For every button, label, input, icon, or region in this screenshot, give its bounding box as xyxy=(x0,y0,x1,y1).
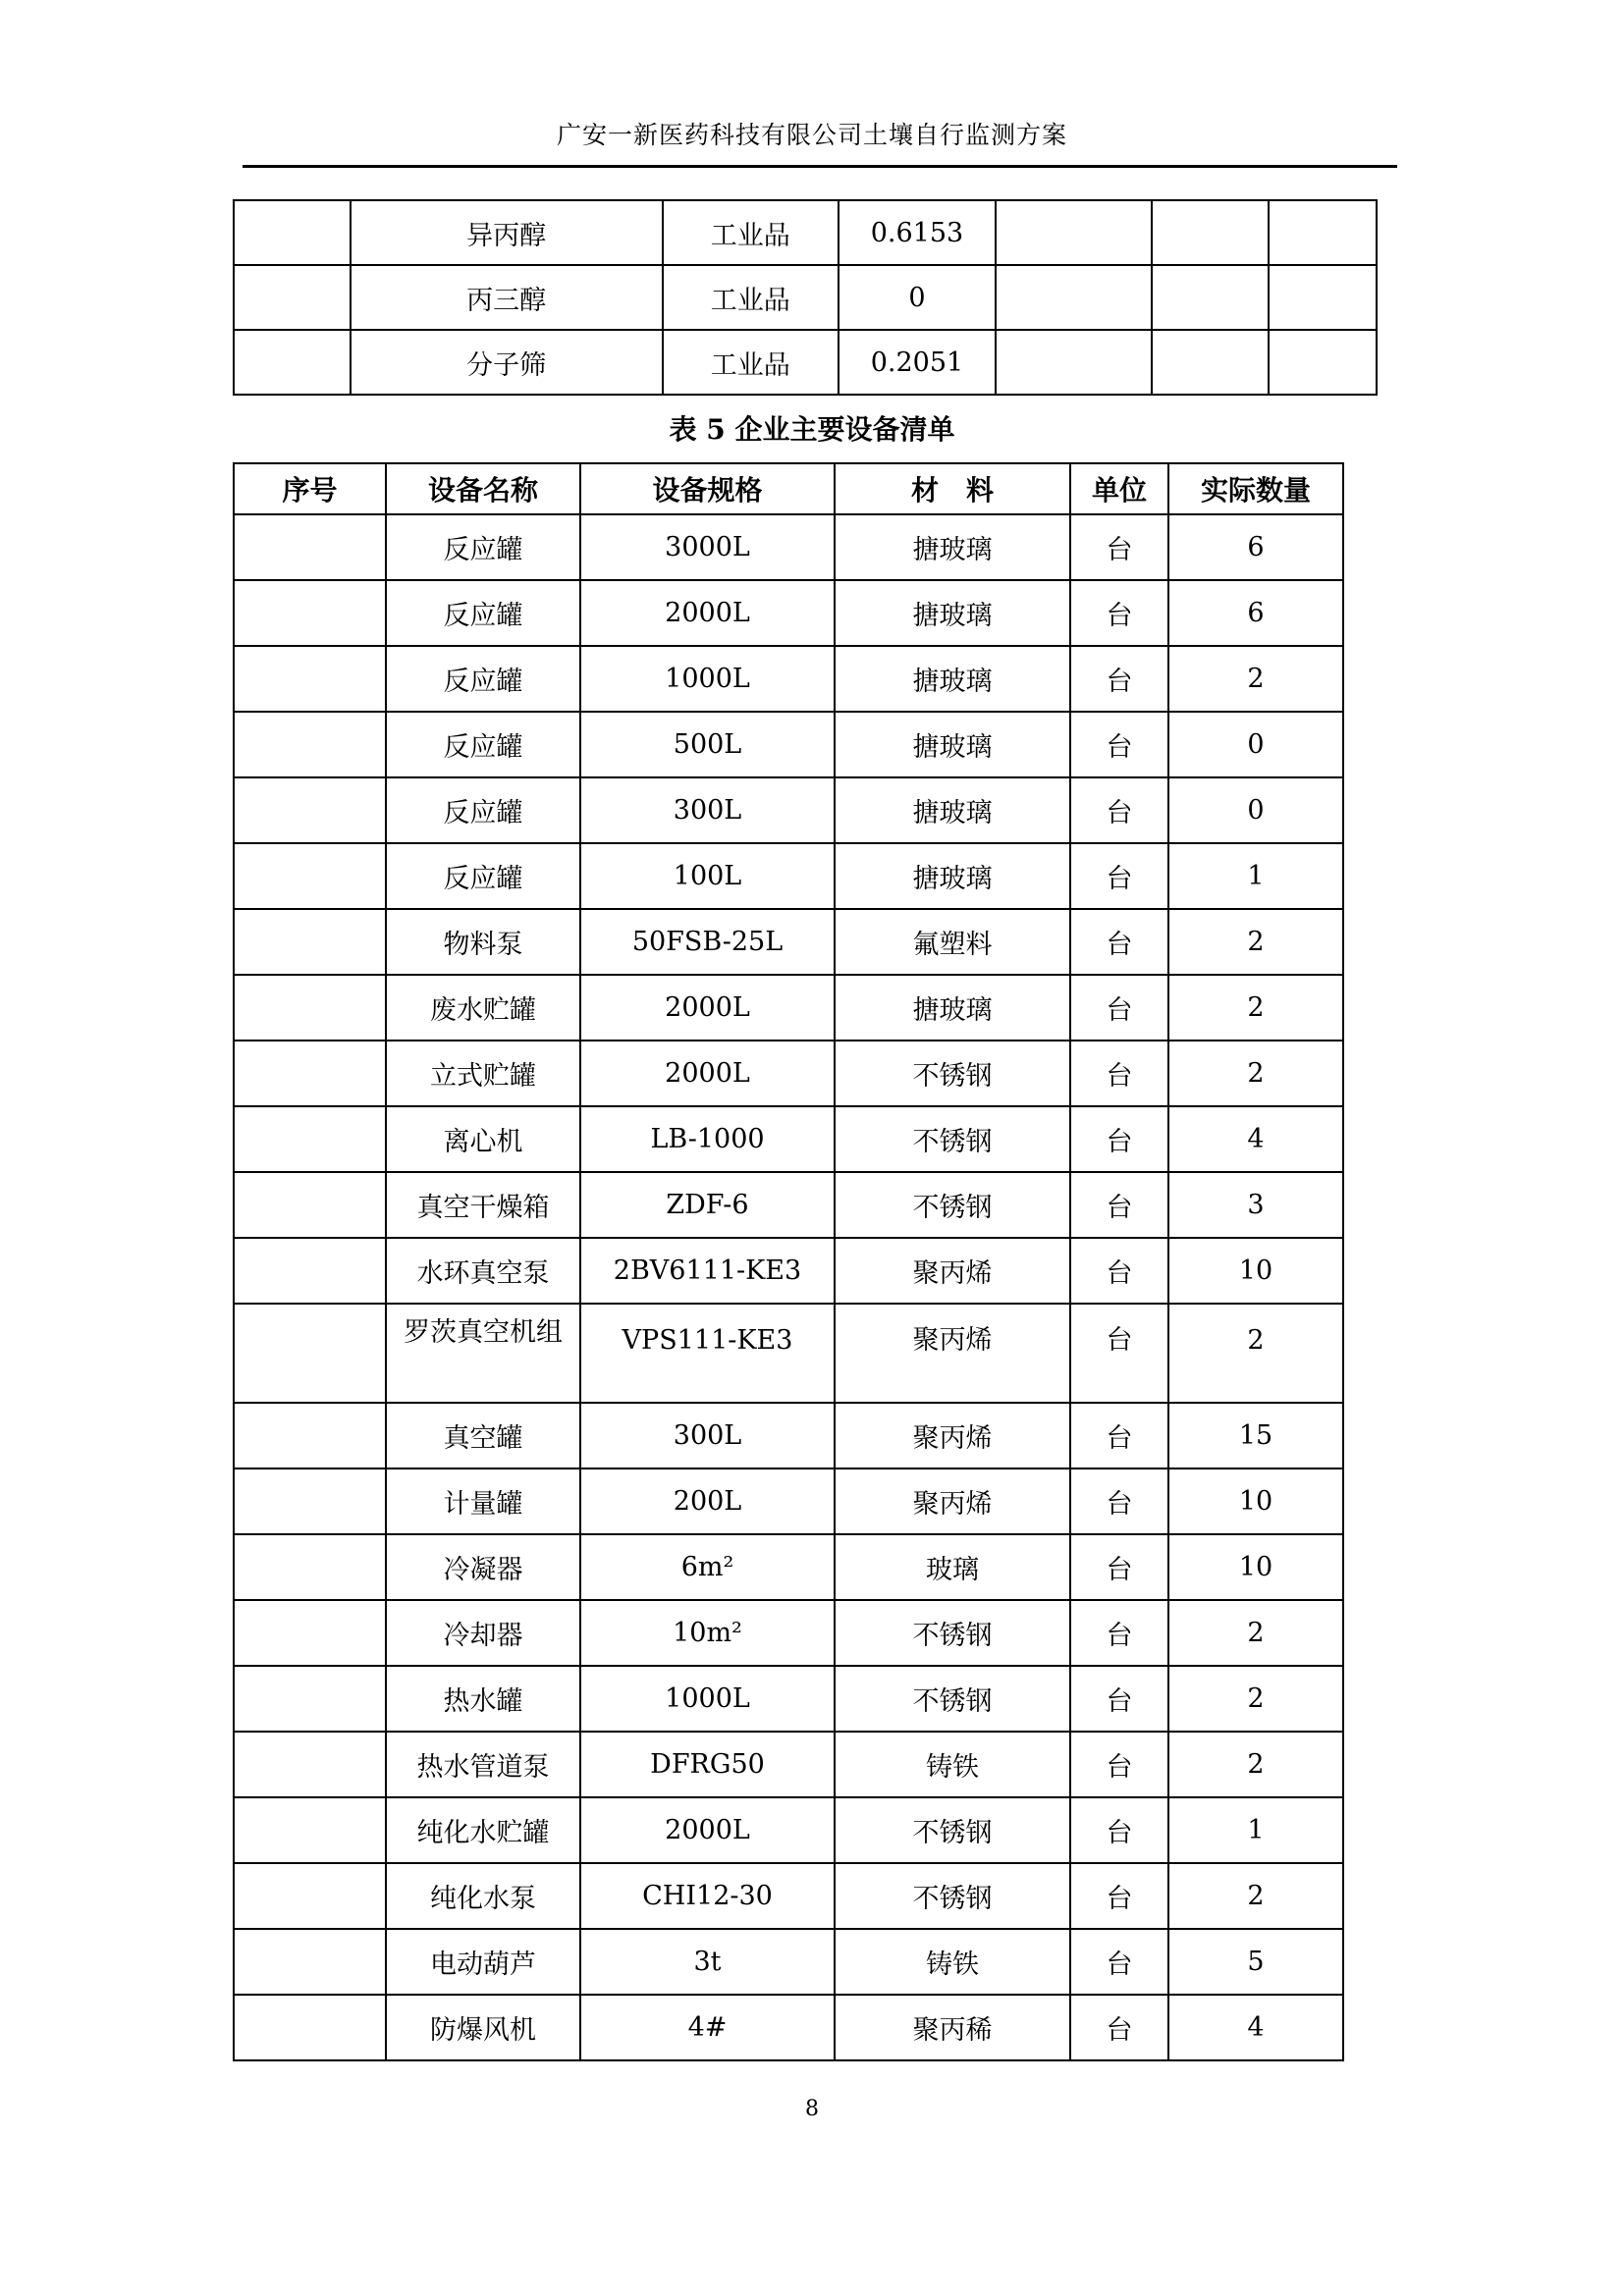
cell-no xyxy=(234,975,386,1041)
cell-name: 物料泵 xyxy=(386,909,580,975)
cell-qty: 5 xyxy=(1168,1929,1343,1995)
table-row xyxy=(234,1304,1343,1403)
cell-unit: 台 xyxy=(1070,712,1168,777)
chemicals-table xyxy=(233,199,1378,396)
cell-no xyxy=(234,1534,386,1600)
chemical-grade: 工业品 xyxy=(663,330,839,395)
cell-unit: 台 xyxy=(1070,1172,1168,1238)
cell-qty: 1 xyxy=(1168,843,1343,909)
column-header-unit: 单位 xyxy=(1070,463,1168,514)
equipment-table xyxy=(233,462,1344,2061)
cell-qty: 2 xyxy=(1168,1732,1343,1797)
cell-qty: 2 xyxy=(1168,1041,1343,1106)
cell-spec: 3000L xyxy=(580,514,835,580)
cell-spec: 2000L xyxy=(580,580,835,646)
cell-material: 聚丙烯 xyxy=(835,1468,1070,1534)
cell-unit: 台 xyxy=(1070,646,1168,712)
cell-qty: 2 xyxy=(1168,1600,1343,1666)
cell-spec: 2BV6111-KE3 xyxy=(580,1238,835,1304)
cell-qty: 10 xyxy=(1168,1468,1343,1534)
cell-material: 铸铁 xyxy=(835,1732,1070,1797)
table-row xyxy=(234,909,1343,975)
cell-name: 真空干燥箱 xyxy=(386,1172,580,1238)
column-header-no: 序号 xyxy=(234,463,386,514)
cell-name: 罗茨真空机组 xyxy=(386,1304,580,1403)
cell-qty: 15 xyxy=(1168,1403,1343,1468)
cell-unit: 台 xyxy=(1070,1106,1168,1172)
cell-unit: 台 xyxy=(1070,1995,1168,2060)
cell-name: 水环真空泵 xyxy=(386,1238,580,1304)
cell-spec: VPS111-KE3 xyxy=(580,1304,835,1403)
chemical-grade: 工业品 xyxy=(663,200,839,265)
table-row xyxy=(234,975,1343,1041)
cell-name: 冷却器 xyxy=(386,1600,580,1666)
column-header-spec: 设备规格 xyxy=(580,463,835,514)
cell-unit: 台 xyxy=(1070,975,1168,1041)
cell-material: 搪玻璃 xyxy=(835,975,1070,1041)
cell-unit: 台 xyxy=(1070,1797,1168,1863)
cell-name: 热水罐 xyxy=(386,1666,580,1732)
cell-no xyxy=(234,580,386,646)
cell-name: 离心机 xyxy=(386,1106,580,1172)
cell-unit: 台 xyxy=(1070,1863,1168,1929)
table-row xyxy=(234,265,1377,330)
cell-qty: 2 xyxy=(1168,1666,1343,1732)
chemical-value: 0.2051 xyxy=(839,330,997,395)
cell-name: 反应罐 xyxy=(386,777,580,843)
cell-qty: 4 xyxy=(1168,1995,1343,2060)
cell-spec: 2000L xyxy=(580,1797,835,1863)
cell-qty: 4 xyxy=(1168,1106,1343,1172)
cell-material: 不锈钢 xyxy=(835,1863,1070,1929)
table-row xyxy=(234,200,1377,265)
cell-name: 废水贮罐 xyxy=(386,975,580,1041)
header-divider xyxy=(243,165,1397,168)
table-row xyxy=(234,1106,1343,1172)
cell-material: 聚丙烯 xyxy=(835,1238,1070,1304)
page-number: 8 xyxy=(805,2097,819,2121)
table-row xyxy=(234,1403,1343,1468)
cell-no xyxy=(234,1863,386,1929)
cell-name: 纯化水泵 xyxy=(386,1863,580,1929)
chemical-value: 0.6153 xyxy=(839,200,997,265)
chemical-name: 分子筛 xyxy=(351,330,663,395)
cell-name: 热水管道泵 xyxy=(386,1732,580,1797)
table-row xyxy=(234,1929,1343,1995)
cell-material: 聚丙烯 xyxy=(835,1403,1070,1468)
table-row xyxy=(234,843,1343,909)
cell-unit: 台 xyxy=(1070,1732,1168,1797)
cell-no xyxy=(234,1797,386,1863)
table-row xyxy=(234,330,1377,395)
cell-material: 搪玻璃 xyxy=(835,843,1070,909)
cell-no xyxy=(234,1468,386,1534)
cell-spec: 6m² xyxy=(580,1534,835,1600)
cell-spec: 300L xyxy=(580,777,835,843)
cell-spec: 500L xyxy=(580,712,835,777)
table-row xyxy=(234,777,1343,843)
cell-material: 搪玻璃 xyxy=(835,646,1070,712)
cell-spec: 300L xyxy=(580,1403,835,1468)
cell-spec: 4# xyxy=(580,1995,835,2060)
cell-no xyxy=(234,1929,386,1995)
cell-spec: CHI12-30 xyxy=(580,1863,835,1929)
table-row xyxy=(234,1863,1343,1929)
cell-name: 反应罐 xyxy=(386,580,580,646)
cell-qty: 2 xyxy=(1168,975,1343,1041)
cell-no xyxy=(234,1995,386,2060)
cell-unit: 台 xyxy=(1070,1304,1168,1403)
cell-spec: 100L xyxy=(580,843,835,909)
cell-name: 反应罐 xyxy=(386,712,580,777)
cell-material: 不锈钢 xyxy=(835,1666,1070,1732)
cell-no xyxy=(234,1106,386,1172)
cell-unit: 台 xyxy=(1070,909,1168,975)
chemical-name: 异丙醇 xyxy=(351,200,663,265)
cell-material: 玻璃 xyxy=(835,1534,1070,1600)
cell-name: 计量罐 xyxy=(386,1468,580,1534)
cell-material: 搪玻璃 xyxy=(835,712,1070,777)
cell-spec: 10m² xyxy=(580,1600,835,1666)
cell-material: 不锈钢 xyxy=(835,1797,1070,1863)
cell-no xyxy=(234,712,386,777)
table-row xyxy=(234,1041,1343,1106)
cell-name: 反应罐 xyxy=(386,646,580,712)
cell-unit: 台 xyxy=(1070,514,1168,580)
cell-material: 不锈钢 xyxy=(835,1172,1070,1238)
cell-name: 反应罐 xyxy=(386,843,580,909)
cell-qty: 1 xyxy=(1168,1797,1343,1863)
cell-unit: 台 xyxy=(1070,1041,1168,1106)
table-caption: 表 5 企业主要设备清单 xyxy=(669,413,955,446)
cell-spec: 200L xyxy=(580,1468,835,1534)
cell-no xyxy=(234,843,386,909)
chemical-value: 0 xyxy=(839,265,997,330)
cell-name: 立式贮罐 xyxy=(386,1041,580,1106)
cell-material: 不锈钢 xyxy=(835,1041,1070,1106)
cell-no xyxy=(234,1304,386,1403)
cell-material: 聚丙烯 xyxy=(835,1304,1070,1403)
column-header-material: 材 料 xyxy=(835,463,1070,514)
cell-unit: 台 xyxy=(1070,1238,1168,1304)
cell-unit: 台 xyxy=(1070,1666,1168,1732)
chemical-name: 丙三醇 xyxy=(351,265,663,330)
cell-material: 搪玻璃 xyxy=(835,580,1070,646)
cell-no xyxy=(234,1666,386,1732)
column-header-qty: 实际数量 xyxy=(1168,463,1343,514)
cell-material: 不锈钢 xyxy=(835,1106,1070,1172)
chemical-grade: 工业品 xyxy=(663,265,839,330)
cell-spec: 1000L xyxy=(580,646,835,712)
cell-name: 防爆风机 xyxy=(386,1995,580,2060)
table-row xyxy=(234,514,1343,580)
cell-qty: 2 xyxy=(1168,909,1343,975)
cell-name: 电动葫芦 xyxy=(386,1929,580,1995)
table-row xyxy=(234,580,1343,646)
cell-material: 不锈钢 xyxy=(835,1600,1070,1666)
cell-unit: 台 xyxy=(1070,1534,1168,1600)
table-row xyxy=(234,1995,1343,2060)
cell-no xyxy=(234,1403,386,1468)
table-row xyxy=(234,646,1343,712)
cell-unit: 台 xyxy=(1070,1929,1168,1995)
cell-material: 搪玻璃 xyxy=(835,777,1070,843)
cell-spec: DFRG50 xyxy=(580,1732,835,1797)
cell-spec: LB-1000 xyxy=(580,1106,835,1172)
cell-no xyxy=(234,777,386,843)
cell-name: 真空罐 xyxy=(386,1403,580,1468)
cell-material: 搪玻璃 xyxy=(835,514,1070,580)
cell-unit: 台 xyxy=(1070,1468,1168,1534)
page-header-title: 广安一新医药科技有限公司土壤自行监测方案 xyxy=(556,121,1067,149)
cell-no xyxy=(234,514,386,580)
cell-spec: 2000L xyxy=(580,1041,835,1106)
cell-material: 氟塑料 xyxy=(835,909,1070,975)
cell-spec: 50FSB-25L xyxy=(580,909,835,975)
cell-unit: 台 xyxy=(1070,580,1168,646)
cell-qty: 2 xyxy=(1168,1304,1343,1403)
table-row xyxy=(234,1238,1343,1304)
cell-material: 铸铁 xyxy=(835,1929,1070,1995)
cell-qty: 2 xyxy=(1168,646,1343,712)
cell-no xyxy=(234,646,386,712)
table-row xyxy=(234,1172,1343,1238)
cell-unit: 台 xyxy=(1070,1600,1168,1666)
cell-qty: 2 xyxy=(1168,1863,1343,1929)
cell-qty: 10 xyxy=(1168,1238,1343,1304)
cell-unit: 台 xyxy=(1070,1403,1168,1468)
cell-qty: 3 xyxy=(1168,1172,1343,1238)
cell-spec: ZDF-6 xyxy=(580,1172,835,1238)
cell-no xyxy=(234,1600,386,1666)
cell-spec: 3t xyxy=(580,1929,835,1995)
cell-qty: 6 xyxy=(1168,514,1343,580)
cell-no xyxy=(234,1238,386,1304)
cell-material: 聚丙稀 xyxy=(835,1995,1070,2060)
cell-qty: 0 xyxy=(1168,712,1343,777)
cell-no xyxy=(234,1172,386,1238)
cell-no xyxy=(234,1732,386,1797)
cell-name: 冷凝器 xyxy=(386,1534,580,1600)
cell-unit: 台 xyxy=(1070,843,1168,909)
table-row xyxy=(234,1468,1343,1534)
table-row xyxy=(234,1666,1343,1732)
cell-qty: 6 xyxy=(1168,580,1343,646)
cell-name: 反应罐 xyxy=(386,514,580,580)
table-header-row xyxy=(234,463,1343,514)
cell-name: 纯化水贮罐 xyxy=(386,1797,580,1863)
cell-no xyxy=(234,1041,386,1106)
cell-qty: 10 xyxy=(1168,1534,1343,1600)
cell-qty: 0 xyxy=(1168,777,1343,843)
table-row xyxy=(234,712,1343,777)
column-header-name: 设备名称 xyxy=(386,463,580,514)
table-row xyxy=(234,1600,1343,1666)
cell-no xyxy=(234,909,386,975)
table-row xyxy=(234,1732,1343,1797)
table-row xyxy=(234,1534,1343,1600)
table-row xyxy=(234,1797,1343,1863)
cell-unit: 台 xyxy=(1070,777,1168,843)
cell-spec: 1000L xyxy=(580,1666,835,1732)
cell-spec: 2000L xyxy=(580,975,835,1041)
